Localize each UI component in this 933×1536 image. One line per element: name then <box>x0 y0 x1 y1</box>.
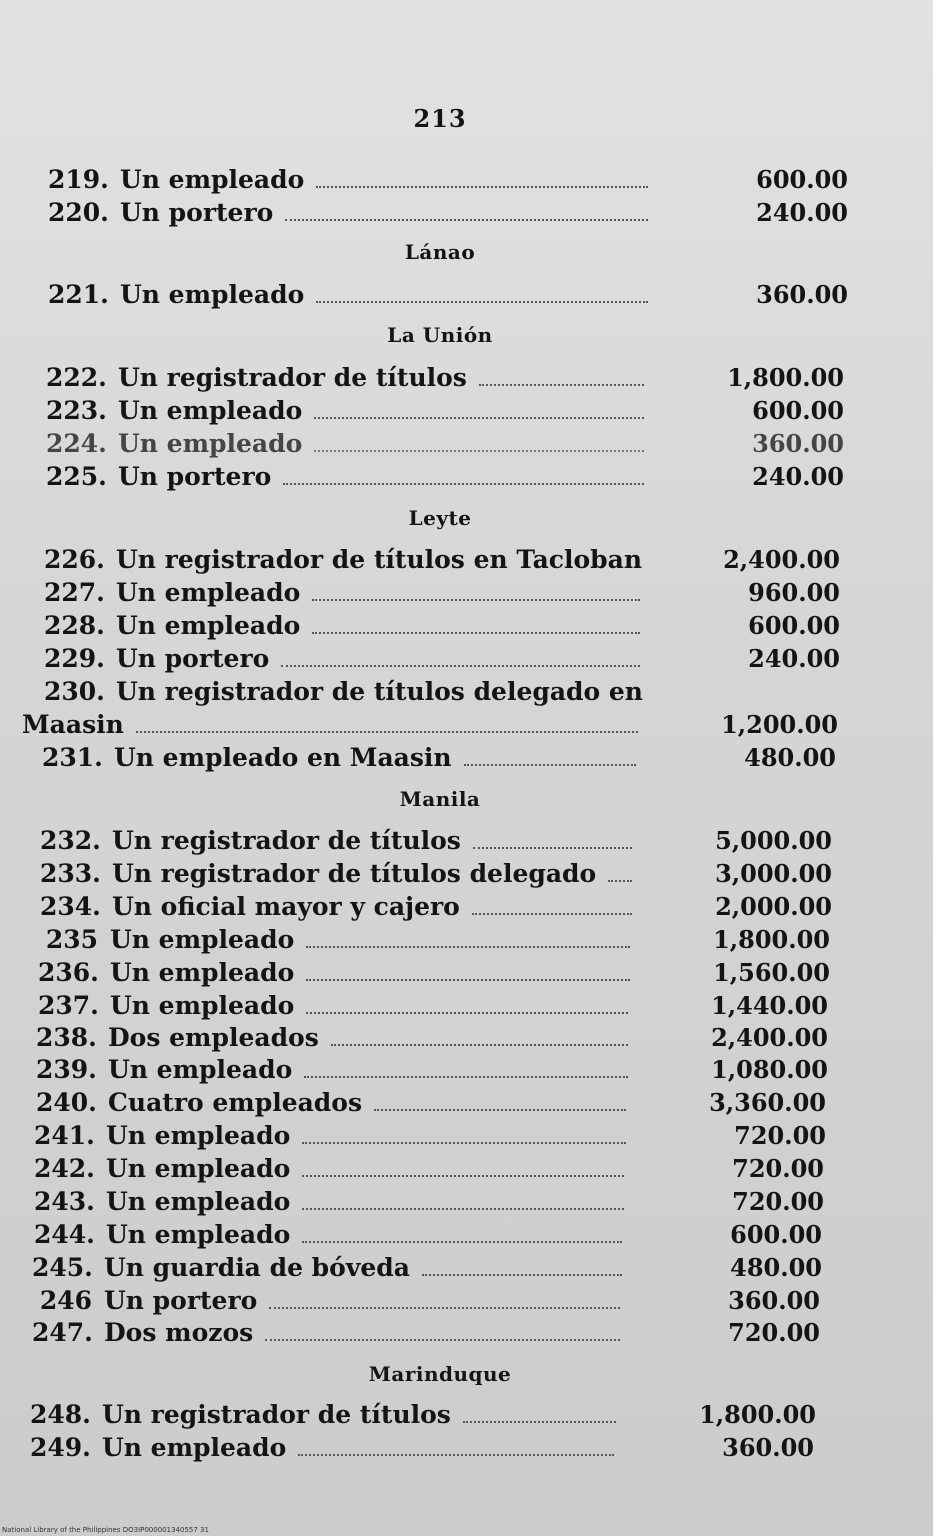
line-description: Un empleado <box>120 280 305 309</box>
line-description: Un registrador de títulos <box>118 363 467 392</box>
dot-leader <box>302 1161 624 1177</box>
dot-leader <box>302 1227 622 1243</box>
line-description: Un registrador de títulos delegado <box>112 859 597 888</box>
budget-line-222 <box>46 361 844 394</box>
dot-leader <box>608 866 632 882</box>
line-amount: 720.00 <box>734 1121 826 1150</box>
budget-line-245 <box>32 1251 822 1284</box>
section-heading-manila: Manila <box>399 787 481 811</box>
budget-line-233 <box>40 857 832 890</box>
line-amount: 360.00 <box>722 1433 814 1462</box>
line-description: Un empleado <box>110 958 295 987</box>
dot-leader <box>422 1260 622 1276</box>
dot-leader <box>283 469 644 485</box>
line-amount: 720.00 <box>732 1187 824 1216</box>
line-number: 244. <box>34 1220 95 1249</box>
line-amount: 720.00 <box>732 1154 824 1183</box>
page-number: 213 <box>413 104 467 133</box>
line-description-continued: Maasin <box>22 710 124 739</box>
dot-leader <box>306 965 630 981</box>
dot-leader <box>314 436 644 452</box>
line-number: 234. <box>40 892 101 921</box>
section-heading-marinduque: Marinduque <box>368 1362 512 1386</box>
line-description: Un empleado <box>116 611 301 640</box>
dot-leader <box>302 1194 624 1210</box>
line-description: Un empleado <box>108 1055 293 1084</box>
line-number: 233. <box>40 859 101 888</box>
budget-line-220 <box>48 196 848 229</box>
budget-line-238 <box>36 1021 828 1054</box>
budget-line-239 <box>36 1053 828 1086</box>
line-amount: 240.00 <box>756 198 848 227</box>
dot-leader <box>331 1030 628 1046</box>
line-number: 221. <box>48 280 109 309</box>
line-description: Un empleado <box>110 991 295 1020</box>
budget-line-249 <box>30 1431 814 1464</box>
budget-line-235 <box>38 923 830 956</box>
line-amount: 360.00 <box>752 429 844 458</box>
dot-leader <box>316 287 648 303</box>
line-description: Dos mozos <box>104 1318 254 1347</box>
line-description: Un registrador de títulos <box>102 1400 451 1429</box>
line-number: 246 <box>39 1286 92 1315</box>
dot-leader <box>302 1128 626 1144</box>
dot-leader <box>269 1293 620 1309</box>
line-amount: 3,000.00 <box>715 859 832 888</box>
budget-line-232 <box>40 824 832 857</box>
dot-leader <box>312 618 640 634</box>
line-amount: 1,200.00 <box>721 710 838 739</box>
budget-line-224 <box>46 427 844 460</box>
line-number: 237. <box>38 991 99 1020</box>
line-number: 228. <box>44 611 105 640</box>
dot-leader <box>479 370 644 386</box>
budget-line-223 <box>46 394 844 427</box>
line-description: Un registrador de títulos delegado en <box>116 677 643 706</box>
line-description: Dos empleados <box>108 1023 319 1052</box>
section-heading-la-union: La Unión <box>387 323 493 347</box>
dot-leader <box>298 1440 614 1456</box>
budget-line-246 <box>32 1284 820 1317</box>
line-description: Un registrador de títulos en Tacloban <box>116 545 643 574</box>
line-amount: 3,360.00 <box>709 1088 826 1117</box>
line-number: 236. <box>38 958 99 987</box>
dot-leader <box>136 717 638 733</box>
line-amount: 1,800.00 <box>713 925 830 954</box>
line-amount: 960.00 <box>748 578 840 607</box>
line-amount: 480.00 <box>730 1253 822 1282</box>
line-amount: 240.00 <box>748 644 840 673</box>
dot-leader <box>312 585 640 601</box>
line-amount: 240.00 <box>752 462 844 491</box>
line-number: 219. <box>48 165 109 194</box>
line-amount: 1,800.00 <box>727 363 844 392</box>
line-number: 230. <box>44 677 105 706</box>
budget-line-237 <box>38 989 828 1022</box>
line-number: 222. <box>46 363 107 392</box>
line-number: 229. <box>44 644 105 673</box>
budget-line-247 <box>32 1316 820 1349</box>
line-description: Un empleado <box>106 1187 291 1216</box>
budget-line-230-continued <box>22 708 838 741</box>
line-description: Un empleado <box>106 1154 291 1183</box>
dot-leader <box>265 1325 620 1341</box>
line-number: 240. <box>36 1088 97 1117</box>
line-description: Un empleado <box>118 396 303 425</box>
line-number: 247. <box>32 1318 93 1347</box>
budget-line-221 <box>48 278 848 311</box>
line-number: 227. <box>44 578 105 607</box>
line-number: 231. <box>42 743 103 772</box>
line-amount: 600.00 <box>748 611 840 640</box>
budget-line-236 <box>38 956 830 989</box>
line-number: 242. <box>34 1154 95 1183</box>
line-number: 226. <box>44 545 105 574</box>
budget-line-225 <box>46 460 844 493</box>
line-number: 232. <box>40 826 101 855</box>
line-number: 245. <box>32 1253 93 1282</box>
line-amount: 360.00 <box>728 1286 820 1315</box>
line-number: 239. <box>36 1055 97 1084</box>
line-description: Un registrador de títulos <box>112 826 461 855</box>
line-description: Un oficial mayor y cajero <box>112 892 460 921</box>
budget-line-219 <box>48 163 848 196</box>
line-amount: 5,000.00 <box>715 826 832 855</box>
line-amount: 1,800.00 <box>699 1400 816 1429</box>
line-number: 248. <box>30 1400 91 1429</box>
dot-leader <box>473 833 632 849</box>
line-number: 224. <box>46 429 107 458</box>
line-description: Un portero <box>118 462 272 491</box>
line-description: Un empleado <box>116 578 301 607</box>
line-description: Un empleado <box>106 1121 291 1150</box>
line-number: 238. <box>36 1023 97 1052</box>
line-number: 243. <box>34 1187 95 1216</box>
line-amount: 480.00 <box>744 743 836 772</box>
budget-line-243 <box>34 1185 824 1218</box>
line-amount: 1,560.00 <box>713 958 830 987</box>
library-footer-stamp: National Library of the Philippines DO3IP000001340557 31 <box>2 1526 209 1534</box>
line-description: Un empleado <box>120 165 305 194</box>
line-amount: 2,400.00 <box>711 1023 828 1052</box>
dot-leader <box>314 403 644 419</box>
line-description: Un guardia de bóveda <box>104 1253 410 1282</box>
line-description: Cuatro empleados <box>108 1088 363 1117</box>
line-description: Un portero <box>104 1286 258 1315</box>
line-description: Un empleado <box>118 429 303 458</box>
line-amount: 2,000.00 <box>715 892 832 921</box>
budget-line-230 <box>44 675 840 708</box>
budget-line-226 <box>44 543 840 576</box>
line-description: Un empleado <box>102 1433 287 1462</box>
line-amount: 600.00 <box>756 165 848 194</box>
line-description: Un portero <box>116 644 270 673</box>
dot-leader <box>463 1407 616 1423</box>
line-number: 241. <box>34 1121 95 1150</box>
section-heading-lanao: Lánao <box>404 240 476 264</box>
dot-leader <box>316 172 648 188</box>
dot-leader <box>306 998 628 1014</box>
dot-leader <box>285 205 648 221</box>
dot-leader <box>306 932 630 948</box>
line-description: Un empleado <box>106 1220 291 1249</box>
line-description: Un empleado en Maasin <box>114 743 452 772</box>
line-description: Un portero <box>120 198 274 227</box>
line-number: 249. <box>30 1433 91 1462</box>
line-amount: 2,400.00 <box>723 545 840 574</box>
line-number: 220. <box>48 198 109 227</box>
budget-line-231 <box>42 741 836 774</box>
dot-leader <box>472 899 632 915</box>
budget-line-234 <box>40 890 832 923</box>
budget-line-240 <box>36 1086 826 1119</box>
section-heading-leyte: Leyte <box>408 506 472 530</box>
dot-leader <box>374 1095 626 1111</box>
line-number: 223. <box>46 396 107 425</box>
budget-line-228 <box>44 609 840 642</box>
line-number: 235 <box>45 925 98 954</box>
line-amount: 1,440.00 <box>711 991 828 1020</box>
line-amount: 1,080.00 <box>711 1055 828 1084</box>
budget-line-244 <box>34 1218 822 1251</box>
line-number: 225. <box>46 462 107 491</box>
line-amount: 720.00 <box>728 1318 820 1347</box>
line-amount: 600.00 <box>730 1220 822 1249</box>
line-description: Un empleado <box>110 925 295 954</box>
budget-line-229 <box>44 642 840 675</box>
budget-line-241 <box>34 1119 826 1152</box>
budget-line-227 <box>44 576 840 609</box>
budget-line-248 <box>30 1398 816 1431</box>
line-amount: 360.00 <box>756 280 848 309</box>
dot-leader <box>304 1062 628 1078</box>
line-amount: 600.00 <box>752 396 844 425</box>
budget-line-242 <box>34 1152 824 1185</box>
dot-leader <box>464 750 636 766</box>
dot-leader <box>281 651 640 667</box>
